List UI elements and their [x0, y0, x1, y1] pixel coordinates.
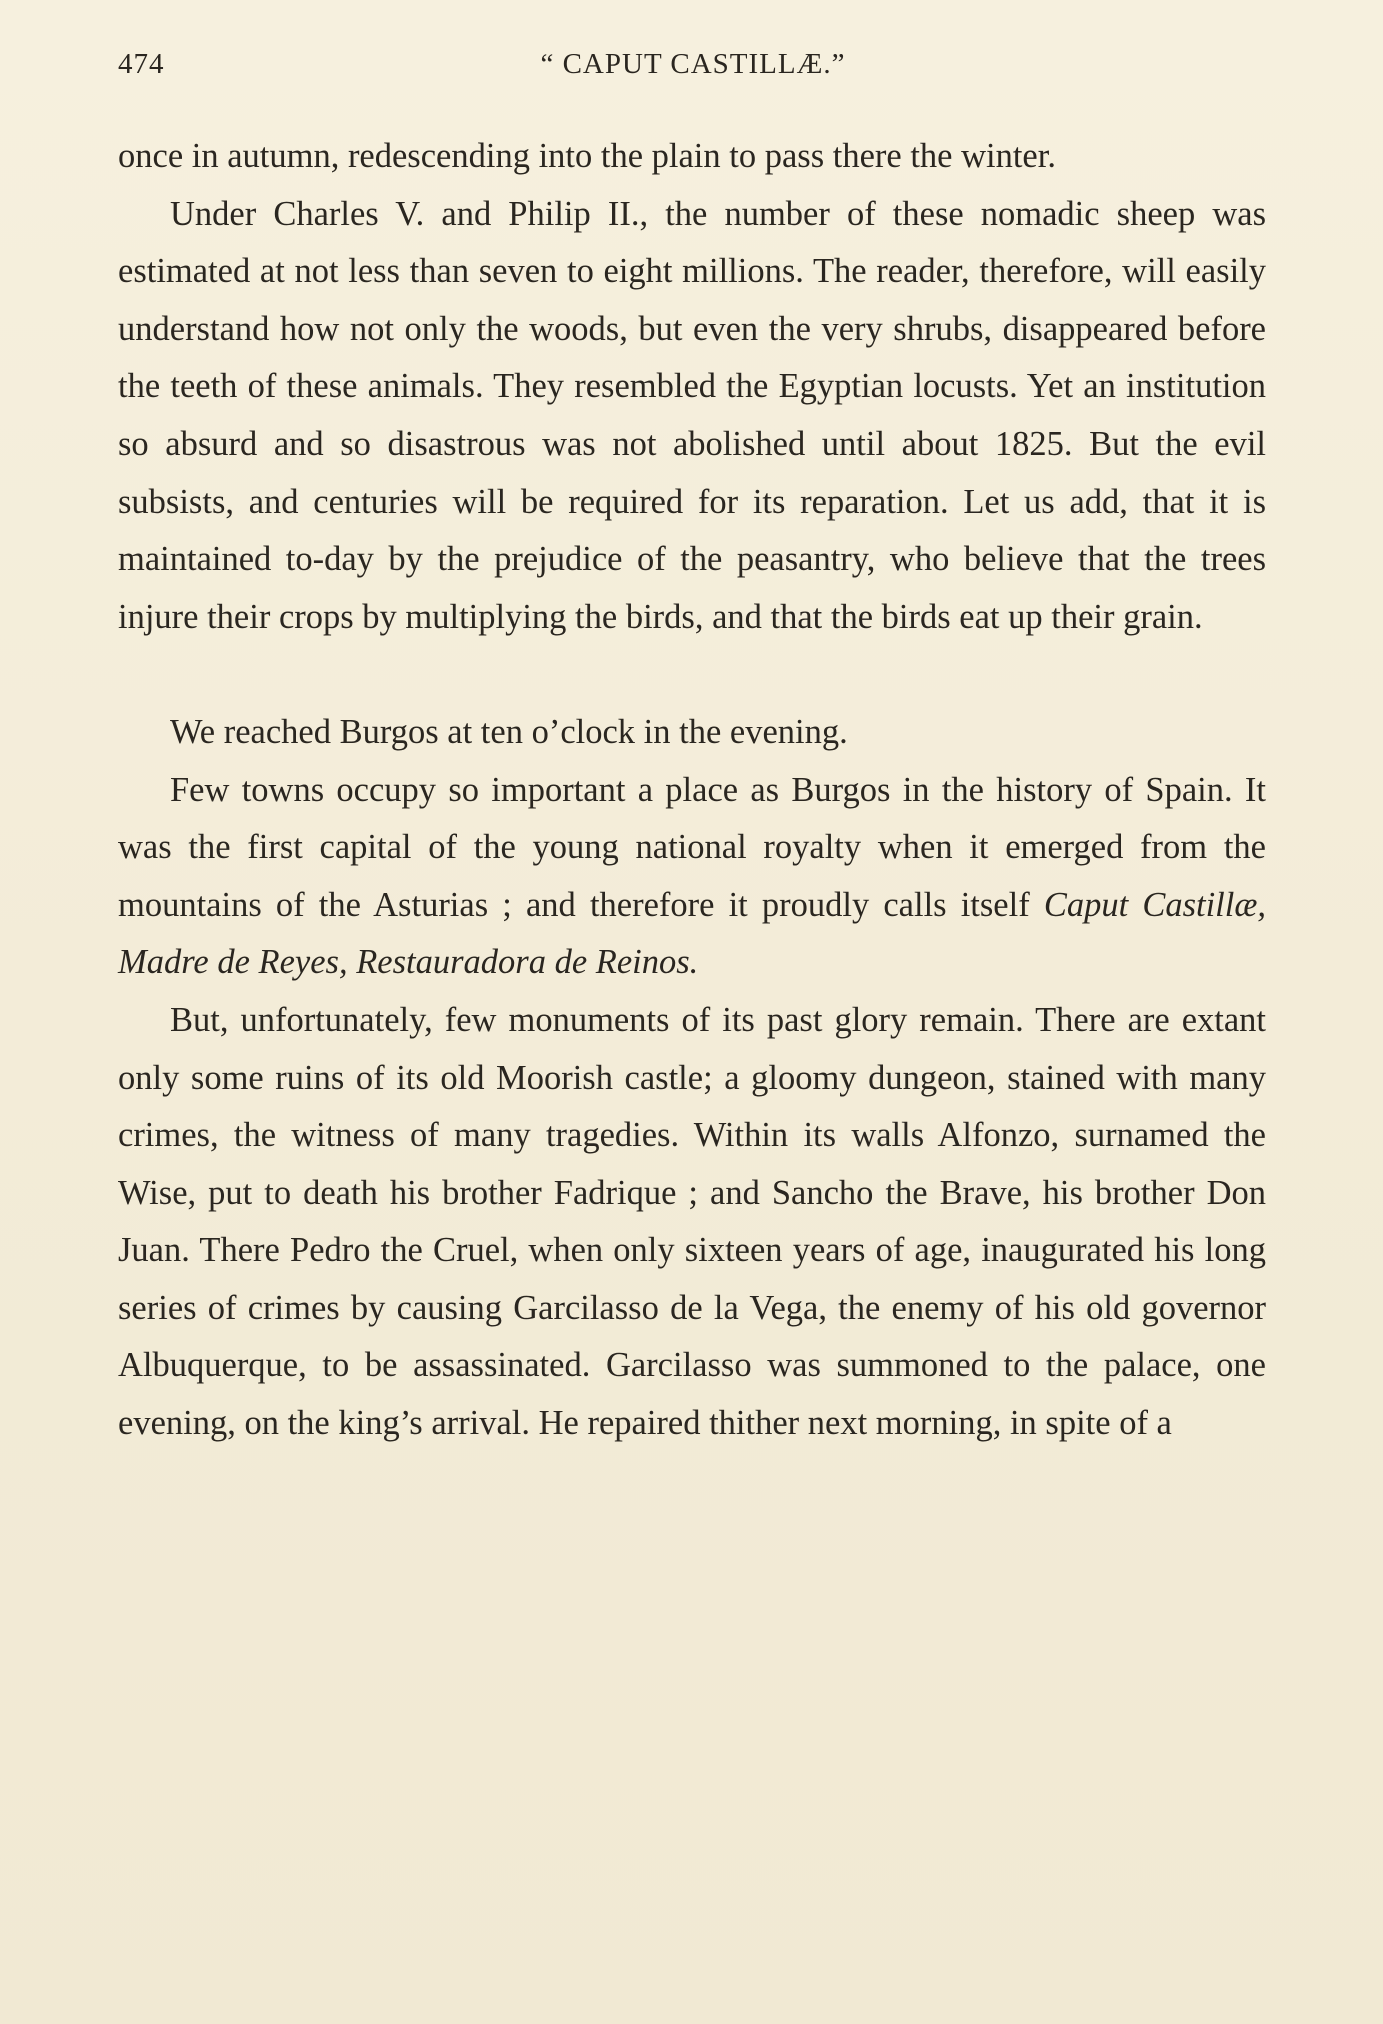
running-title: “ CAPUT CASTILLÆ.”	[540, 48, 846, 80]
page-number: 474	[118, 48, 165, 80]
body-text	[118, 128, 1266, 1453]
page-header	[118, 48, 1268, 92]
paragraph-burgos-history	[118, 762, 1266, 992]
paragraph-monuments: But, unfortunately, few monuments of its past glory remain. There are extant only some ruins of its old Moorish castle; a gloomy dungeon, stained with many crimes, the witness of many tragedies. Within its walls Alfonzo, surnamed the Wise, put to death his brother Fadrique ; and Sancho the Brave, his brother Don Juan. There Pedro the Cruel, when only sixteen years of age, inaugurated his long series of crimes by causing Garcilasso de la Vega, the enemy of his old governor Albuquerque, to be assassinated. Garcilasso was summoned to the palace, one evening, on the king’s arrival. He repaired thither next morning, in spite of a	[118, 1000, 1266, 1443]
burgos-titles-italic: Caput Castillæ, Madre de Reyes, Restauradora de Reinos.	[118, 885, 1266, 982]
paragraph-arrival-burgos: We reached Burgos at ten o’clock in the evening.	[170, 712, 848, 751]
burgos-history-text: Few towns occupy so important a place as Burgos in the history of Spain. It was the first capital of the young national royalty when it emerged from the mountains of the Asturias ; and therefore it proudly calls itself	[118, 770, 1266, 924]
paragraph-nomadic-sheep: Under Charles V. and Philip II., the number of these nomadic sheep was estimated at not less than seven to eight millions. The reader, therefore, will easily understand how not only the woods, but even the very shrubs, disappeared before the teeth of these animals. They resembled the Egyptian locusts. Yet an institution so absurd and so disastrous was not abolished until about 1825. But the evil subsists, and centuries will be required for its reparation. Let us add, that it is maintained to-day by the prejudice of the peasantry, who believe that the trees injure their crops by multiplying the birds, and that the birds eat up their grain.	[118, 194, 1266, 636]
paragraph-continuation: once in autumn, redescending into the plain to pass there the winter.	[118, 137, 1056, 175]
